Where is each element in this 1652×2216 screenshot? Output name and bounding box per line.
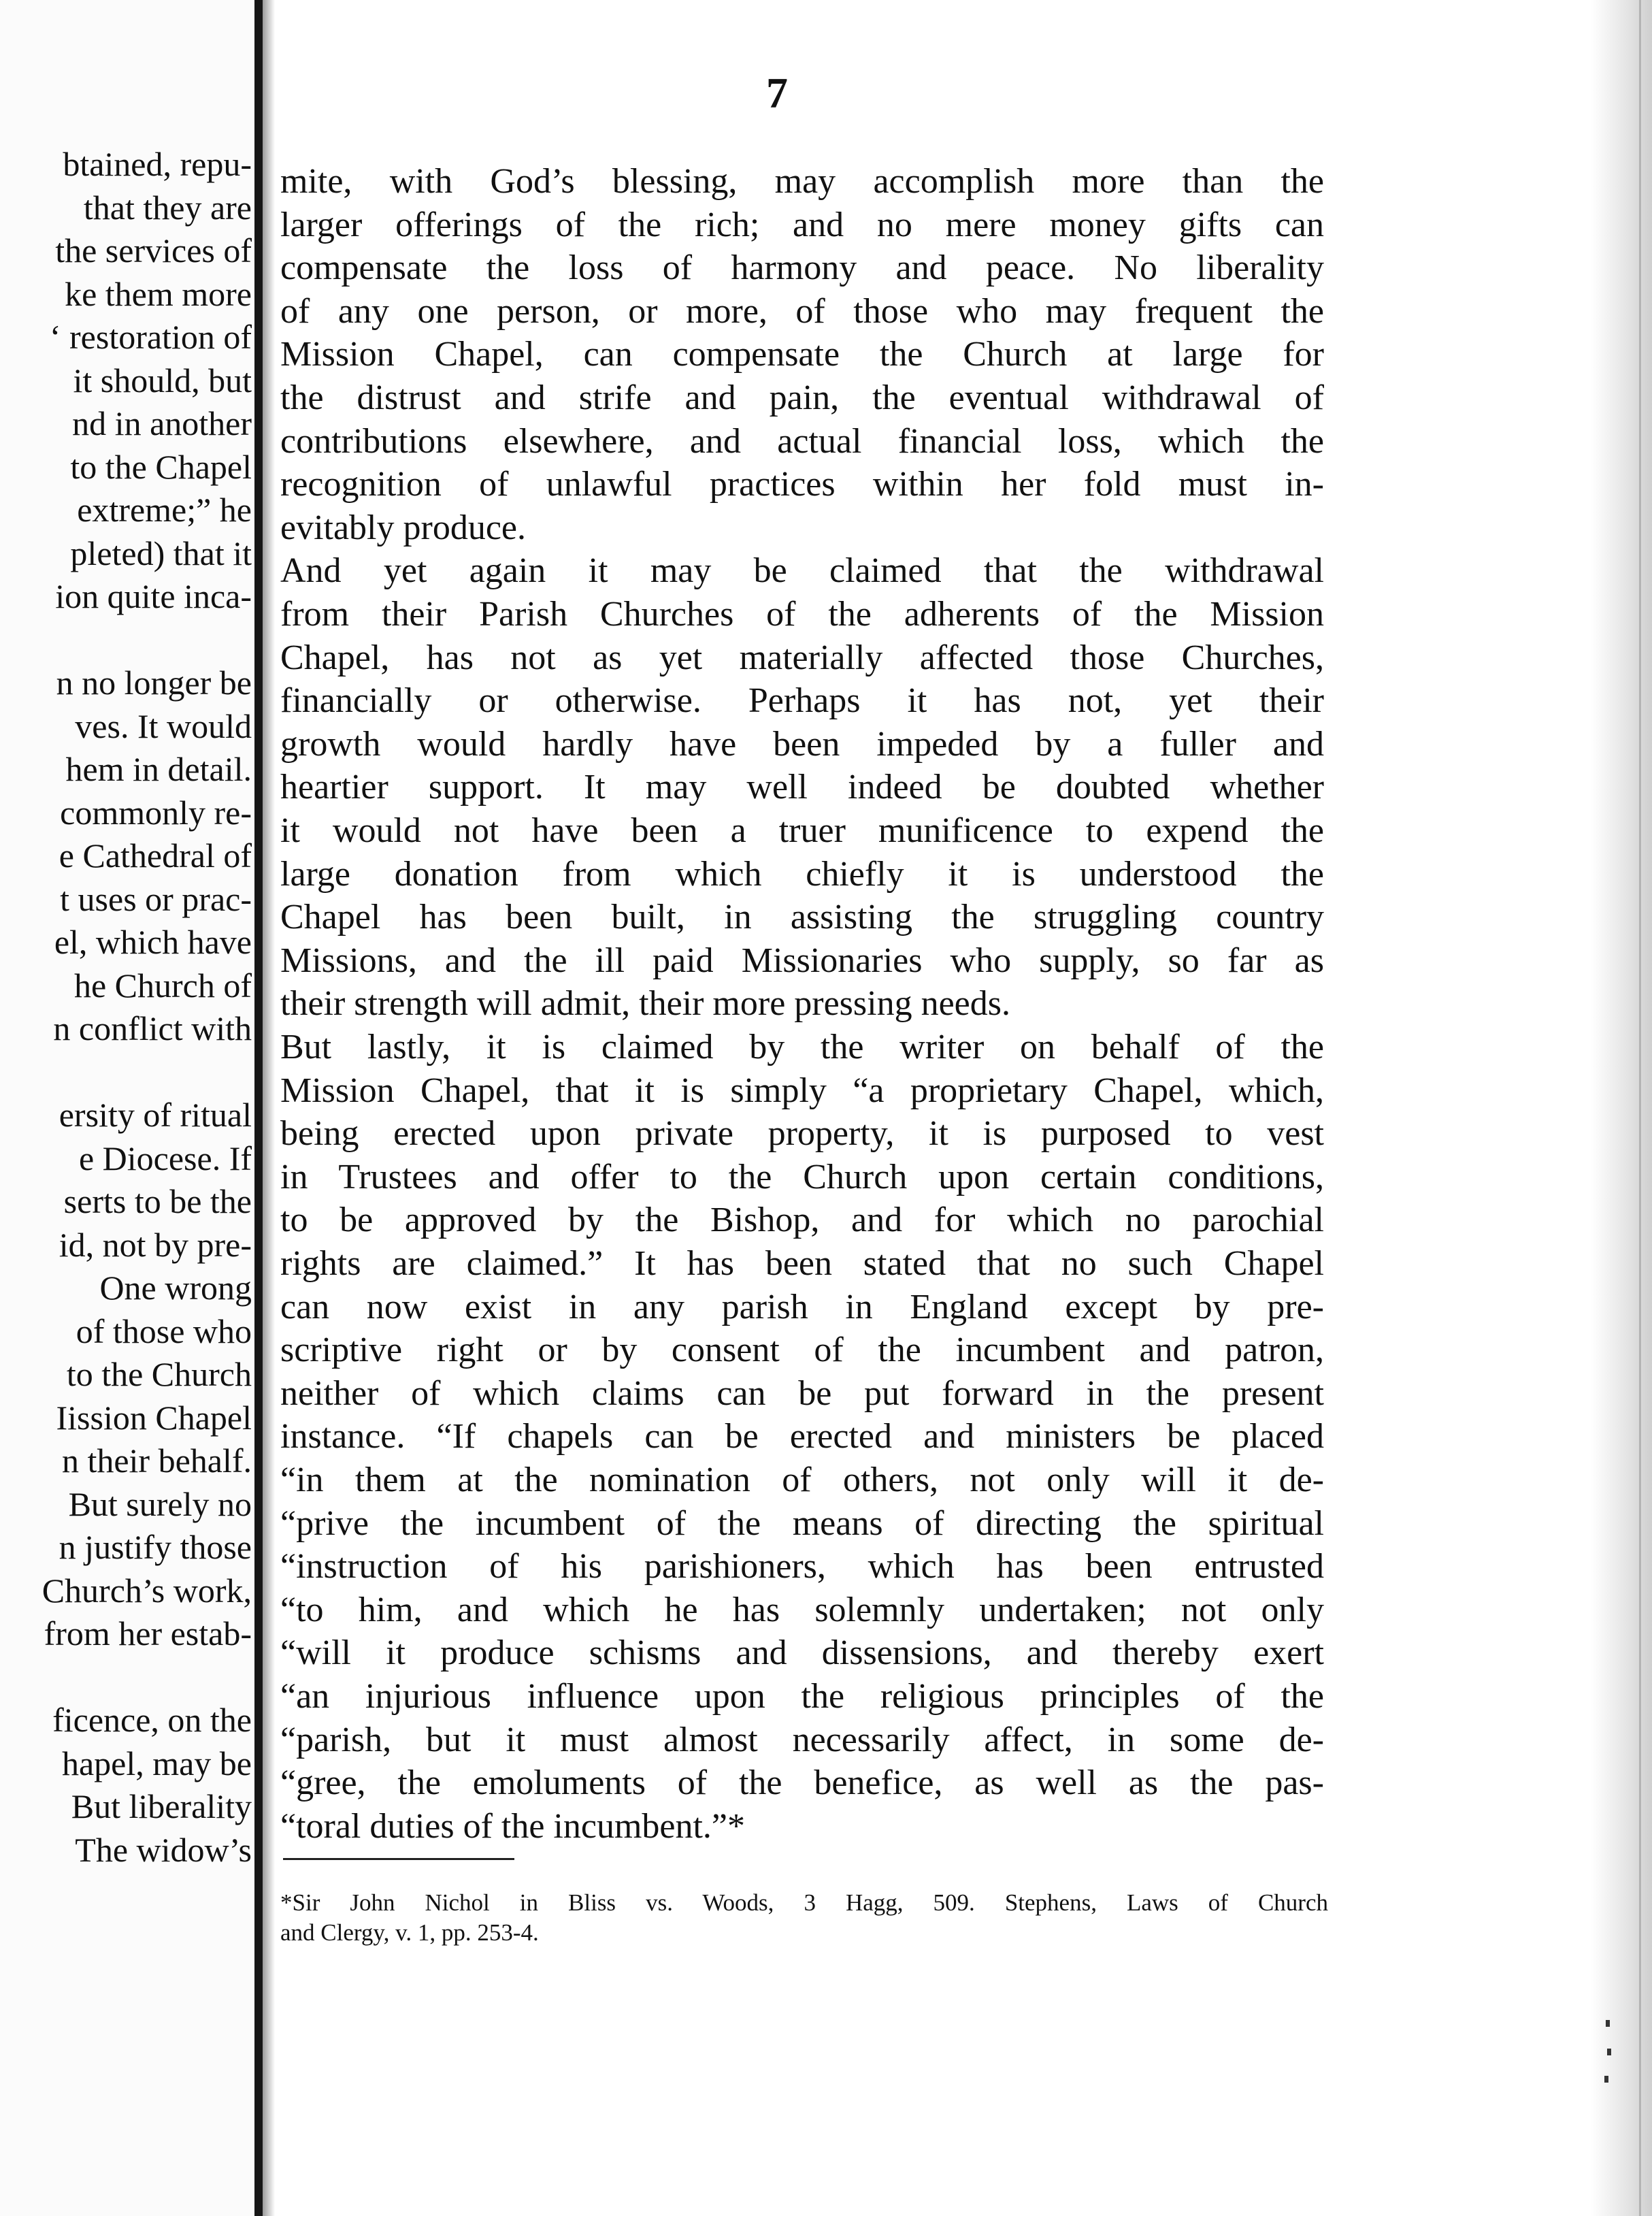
body-line: scriptive right or by consent of the incumbent and patron, <box>280 1331 1324 1370</box>
facing-page-line: ‘ restoration of <box>49 318 252 356</box>
body-line: being erected upon private property, it is purposed to vest <box>280 1114 1324 1154</box>
page-edge-line <box>1639 0 1641 2216</box>
body-line: Mission Chapel, that it is simply “a proprietary Chapel, which, <box>280 1071 1324 1110</box>
body-line: can now exist in any parish in England except by pre- <box>280 1287 1324 1326</box>
facing-page-line: to the Church <box>66 1355 252 1393</box>
body-line: in Trustees and offer to the Church upon certain conditions, <box>280 1157 1324 1196</box>
facing-page-line: pleted) that it <box>70 534 252 572</box>
facing-page-line: The widow’s <box>75 1830 252 1869</box>
body-line: mite, with God’s blessing, may accomplish more than the <box>280 162 1324 201</box>
body-line: “gree, the emoluments of the benefice, as well as the pas- <box>280 1763 1324 1803</box>
facing-page-line: t uses or prac- <box>60 879 252 918</box>
body-line: Mission Chapel, can compensate the Church at large for <box>280 335 1324 374</box>
facing-page-line: e Diocese. If <box>78 1139 252 1177</box>
facing-page-line: e Cathedral of <box>59 836 252 875</box>
facing-page-line: id, not by pre- <box>59 1225 252 1264</box>
facing-page-line: from her estab- <box>44 1614 252 1652</box>
page-edge-shadow <box>1591 0 1652 2216</box>
body-line: contributions elsewhere, and actual financial loss, which the <box>280 421 1324 461</box>
body-line: compensate the loss of harmony and peace. No liberality <box>280 248 1324 288</box>
facing-page-line: ion quite inca- <box>55 577 252 615</box>
body-line: from their Parish Churches of the adherents of the Mission <box>280 595 1324 634</box>
footnote-line: and Clergy, v. 1, pp. 253-4. <box>280 1919 539 1946</box>
facing-page-line: el, which have <box>54 923 252 961</box>
scan-speck <box>1606 2020 1610 2027</box>
body-line: “toral duties of the incumbent.”* <box>280 1806 746 1846</box>
facing-page-line: But liberality <box>71 1787 252 1825</box>
footnote-rule <box>283 1858 514 1860</box>
body-line: “parish, but it must almost necessarily affect, in some de- <box>280 1720 1324 1759</box>
body-line: rights are claimed.” It has been stated that no such Chapel <box>280 1244 1324 1283</box>
facing-page-line: it should, but <box>73 361 252 400</box>
body-line: heartier support. It may well indeed be doubted whether <box>280 768 1324 807</box>
body-line: “an injurious influence upon the religious principles of the <box>280 1677 1324 1716</box>
body-line: of any one person, or more, of those who may frequent the <box>280 291 1324 331</box>
body-line: “to him, and which he has solemnly undertaken; not only <box>280 1590 1324 1629</box>
facing-page-line: n no longer be <box>56 664 252 702</box>
footnote-line: *Sir John Nichol in Bliss vs. Woods, 3 Hagg, 509. Stephens, Laws of Church <box>280 1889 1328 1916</box>
facing-page-line: extreme;” he <box>77 491 252 529</box>
scan-speck <box>1607 2049 1611 2055</box>
body-line: to be approved by the Bishop, and for which no parochial <box>280 1201 1324 1240</box>
facing-page-line: commonly re- <box>60 793 252 832</box>
body-line: their strength will admit, their more pressing needs. <box>280 984 1010 1024</box>
body-line: “in them at the nomination of others, not only will it de- <box>280 1461 1324 1499</box>
facing-page-line: Iission Chapel <box>56 1398 252 1437</box>
facing-page-line: btained, repu- <box>63 145 252 183</box>
facing-page-line: nd in another <box>72 404 252 442</box>
body-line: Chapel has been built, in assisting the struggling country <box>280 898 1324 937</box>
facing-page-line: ke them more <box>65 274 252 313</box>
facing-page-line: One wrong <box>99 1269 252 1307</box>
book-gutter <box>254 0 263 2216</box>
body-line: instance. “If chapels can be erected and ministers be placed <box>280 1417 1324 1456</box>
facing-page-line: n justify those <box>59 1528 252 1566</box>
facing-page-line: hapel, may be <box>61 1744 252 1782</box>
body-line: large donation from which chiefly it is understood the <box>280 854 1324 894</box>
body-line: Missions, and the ill paid Missionaries who supply, so far as <box>280 941 1324 980</box>
facing-page-line: the services of <box>55 231 252 270</box>
facing-page-line: n their behalf. <box>61 1441 252 1480</box>
body-line: financially or otherwise. Perhaps it has not, yet their <box>280 681 1324 721</box>
facing-page-line: of those who <box>76 1311 252 1350</box>
facing-page-line: he Church of <box>73 966 252 1005</box>
facing-page-line: Church’s work, <box>42 1571 252 1610</box>
body-line: recognition of unlawful practices within her fold must in- <box>280 465 1324 504</box>
facing-page-line: to the Chapel <box>70 447 252 486</box>
body-line: larger offerings of the rich; and no mere money gifts can <box>280 205 1324 244</box>
main-page <box>263 0 1652 2216</box>
body-line: the distrust and strife and pain, the eventual withdrawal of <box>280 378 1324 417</box>
facing-page-line: But surely no <box>68 1484 252 1523</box>
page-number: 7 <box>766 69 788 117</box>
body-line: “prive the incumbent of the means of directing the spiritual <box>280 1503 1324 1543</box>
facing-page-line: serts to be the <box>63 1182 252 1220</box>
facing-page-line: ves. It would <box>75 706 252 745</box>
facing-page-line: that they are <box>83 188 252 227</box>
scan-speck <box>1604 2076 1608 2083</box>
facing-page-line: ficence, on the <box>52 1701 252 1739</box>
body-line: evitably produce. <box>280 508 526 547</box>
facing-page-line: ersity of ritual <box>59 1096 252 1134</box>
facing-page-fragment <box>0 0 254 2216</box>
body-line: Chapel, has not as yet materially affected those Churches, <box>280 638 1324 677</box>
body-line: it would not have been a truer munificence to expend the <box>280 811 1324 850</box>
facing-page-line: n conflict with <box>53 1009 252 1047</box>
body-line: “instruction of his parishioners, which has been entrusted <box>280 1547 1324 1586</box>
body-line: And yet again it may be claimed that the withdrawal <box>280 551 1324 591</box>
facing-page-line: hem in detail. <box>65 750 252 788</box>
body-line: But lastly, it is claimed by the writer on behalf of the <box>280 1028 1324 1066</box>
body-line: “will it produce schisms and dissensions, and thereby exert <box>280 1633 1324 1673</box>
body-line: growth would hardly have been impeded by a fuller and <box>280 724 1324 764</box>
body-line: neither of which claims can be put forward in the present <box>280 1373 1324 1413</box>
